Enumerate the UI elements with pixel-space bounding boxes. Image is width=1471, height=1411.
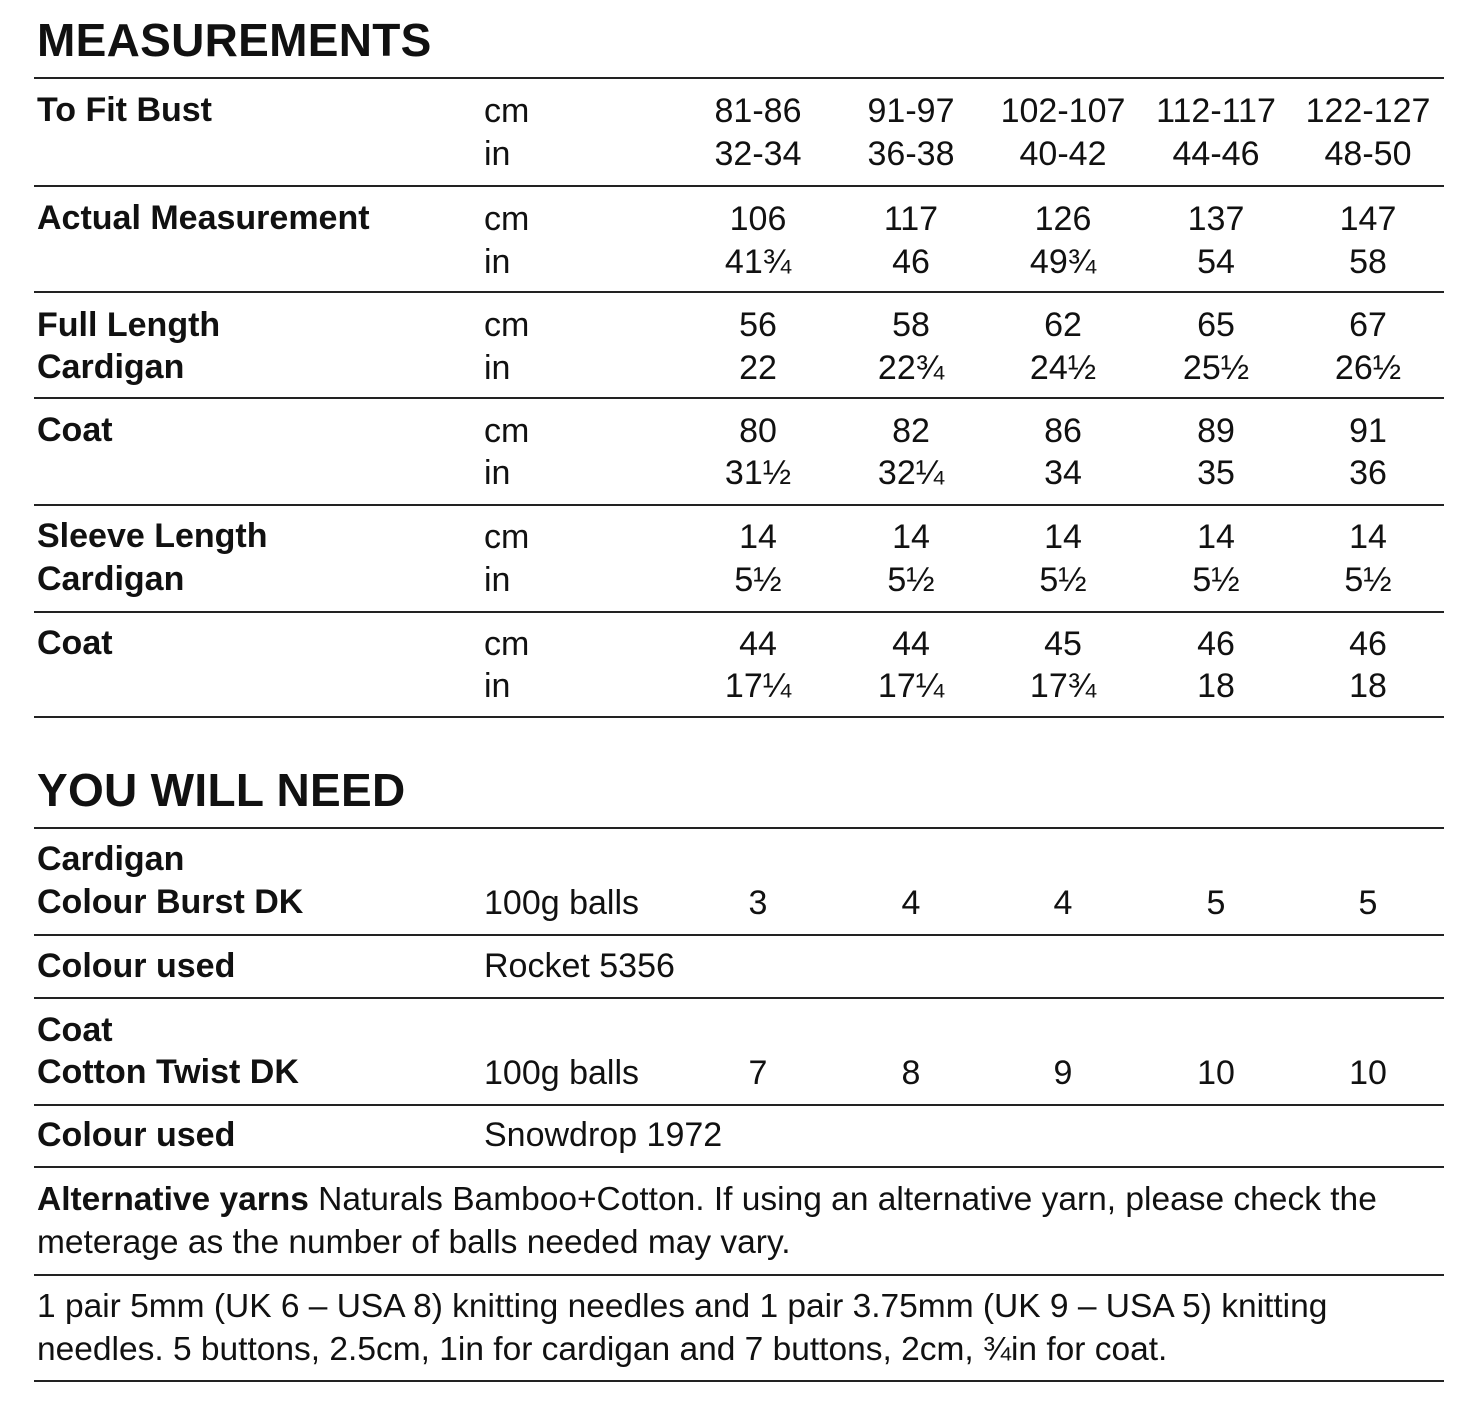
- cell-value: 65: [1197, 306, 1235, 344]
- divider: [34, 291, 1444, 293]
- cell-value: 56: [739, 306, 777, 344]
- cell-value: 48-50: [1324, 135, 1412, 173]
- row-sublabel: Cardigan: [37, 560, 185, 598]
- row-label: Sleeve Length: [37, 517, 268, 555]
- cell-value: 46: [892, 243, 930, 281]
- cell-value: 102-107: [1000, 92, 1126, 130]
- row-label: Actual Measurement: [37, 199, 370, 237]
- divider: [34, 716, 1444, 718]
- cell-value: 10: [1349, 1054, 1387, 1092]
- cell-value: 10: [1197, 1054, 1235, 1092]
- colour-value: Rocket 5356: [484, 947, 675, 985]
- divider: [34, 397, 1444, 399]
- cell-value: 14: [739, 518, 777, 556]
- cell-value: 86: [1044, 412, 1082, 450]
- cell-value: 9: [1053, 1054, 1073, 1092]
- cell-value: 58: [892, 306, 930, 344]
- row-label: Coat: [37, 411, 113, 449]
- unit-in: in: [484, 454, 511, 492]
- cell-value: 36-38: [867, 135, 955, 173]
- divider: [34, 185, 1444, 187]
- unit-cm: cm: [484, 412, 530, 450]
- cell-value: 36: [1349, 454, 1387, 492]
- cell-value: 106: [729, 200, 787, 238]
- cell-value: 147: [1339, 200, 1397, 238]
- cell-value: 89: [1197, 412, 1235, 450]
- cell-value: 3: [748, 884, 768, 922]
- cell-value: 5½: [1039, 561, 1087, 599]
- cell-value: 54: [1197, 243, 1235, 281]
- cell-value: 24½: [1029, 349, 1097, 387]
- unit-in: in: [484, 561, 511, 599]
- you-will-need-title: YOU WILL NEED: [37, 764, 406, 816]
- divider: [34, 611, 1444, 613]
- cell-value: 5: [1358, 884, 1378, 922]
- row-label: Full Length: [37, 306, 221, 344]
- divider: [34, 1380, 1444, 1382]
- cell-value: 26½: [1334, 349, 1402, 387]
- cell-value: 122-127: [1305, 92, 1431, 130]
- cell-value: 80: [739, 412, 777, 450]
- unit-in: in: [484, 243, 511, 281]
- row-label: To Fit Bust: [37, 91, 212, 129]
- cell-value: 31½: [724, 454, 792, 492]
- measurements-title: MEASUREMENTS: [37, 14, 432, 66]
- cell-value: 17¼: [877, 667, 945, 705]
- cell-value: 14: [1197, 518, 1235, 556]
- unit-cm: cm: [484, 92, 530, 130]
- divider: [34, 827, 1444, 829]
- unit-label: 100g balls: [484, 884, 640, 922]
- cell-value: 5: [1206, 884, 1226, 922]
- cell-value: 46: [1197, 625, 1235, 663]
- cell-value: 14: [892, 518, 930, 556]
- row-label: Coat: [37, 624, 113, 662]
- cell-value: 82: [892, 412, 930, 450]
- cell-value: 45: [1044, 625, 1082, 663]
- unit-cm: cm: [484, 518, 530, 556]
- divider: [34, 997, 1444, 999]
- cell-value: 41¾: [724, 243, 792, 281]
- cell-value: 117: [883, 200, 939, 238]
- row-sublabel: Colour Burst DK: [37, 883, 304, 921]
- cell-value: 34: [1044, 454, 1082, 492]
- cell-value: 5½: [887, 561, 935, 599]
- unit-label: 100g balls: [484, 1054, 640, 1092]
- cell-value: 91-97: [867, 92, 955, 130]
- cell-value: 58: [1349, 243, 1387, 281]
- cell-value: 35: [1197, 454, 1235, 492]
- cell-value: 5½: [734, 561, 782, 599]
- cell-value: 17¾: [1029, 667, 1097, 705]
- cell-value: 44: [892, 625, 930, 663]
- cell-value: 91: [1349, 412, 1387, 450]
- cell-value: 5½: [1344, 561, 1392, 599]
- cell-value: 81-86: [714, 92, 802, 130]
- cell-value: 137: [1187, 200, 1245, 238]
- cell-value: 25½: [1182, 349, 1250, 387]
- row-label: Cardigan: [37, 840, 185, 878]
- alternative-yarns-note: [37, 1178, 1442, 1264]
- divider: [34, 77, 1444, 79]
- cell-value: 112-117: [1156, 92, 1276, 130]
- cell-value: 22: [739, 349, 777, 387]
- cell-value: 18: [1197, 667, 1235, 705]
- alternative-yarns-text: Naturals Bamboo+Cotton. If using an alternative yarn, please check the meterage as the number of balls needed may vary.: [37, 1181, 1377, 1261]
- cell-value: 44-46: [1172, 135, 1260, 173]
- cell-value: 14: [1044, 518, 1082, 556]
- needles-note: 1 pair 5mm (UK 6 – USA 8) knitting needles and 1 pair 3.75mm (UK 9 – USA 5) knitting needles. 5 buttons, 2.5cm, 1in for cardigan and 7 buttons, 2cm, ¾in for coat.: [37, 1288, 1328, 1368]
- cell-value: 46: [1349, 625, 1387, 663]
- cell-value: 67: [1349, 306, 1387, 344]
- cell-value: 49¾: [1029, 243, 1097, 281]
- row-label: Colour used: [37, 947, 236, 985]
- divider: [34, 504, 1444, 506]
- cell-value: 32¼: [877, 454, 945, 492]
- unit-cm: cm: [484, 306, 530, 344]
- cell-value: 32-34: [714, 135, 802, 173]
- row-label: Colour used: [37, 1116, 236, 1154]
- row-sublabel: Cardigan: [37, 348, 185, 386]
- unit-in: in: [484, 349, 511, 387]
- cell-value: 14: [1349, 518, 1387, 556]
- cell-value: 17¼: [724, 667, 792, 705]
- divider: [34, 934, 1444, 936]
- divider: [34, 1166, 1444, 1168]
- row-label: Coat: [37, 1011, 113, 1049]
- row-sublabel: Cotton Twist DK: [37, 1053, 299, 1091]
- cell-value: 126: [1034, 200, 1092, 238]
- alternative-yarns-label: Alternative yarns: [37, 1181, 309, 1218]
- unit-in: in: [484, 667, 511, 705]
- cell-value: 44: [739, 625, 777, 663]
- divider: [34, 1274, 1444, 1276]
- cell-value: 5½: [1192, 561, 1240, 599]
- cell-value: 40-42: [1019, 135, 1107, 173]
- unit-cm: cm: [484, 200, 530, 238]
- cell-value: 7: [748, 1054, 768, 1092]
- colour-value: Snowdrop 1972: [484, 1116, 723, 1154]
- cell-value: 18: [1349, 667, 1387, 705]
- cell-value: 4: [1053, 884, 1073, 922]
- divider: [34, 1104, 1444, 1106]
- cell-value: 22¾: [877, 349, 945, 387]
- cell-value: 8: [901, 1054, 921, 1092]
- unit-in: in: [484, 135, 511, 173]
- unit-cm: cm: [484, 625, 530, 663]
- cell-value: 4: [901, 884, 921, 922]
- cell-value: 62: [1044, 306, 1082, 344]
